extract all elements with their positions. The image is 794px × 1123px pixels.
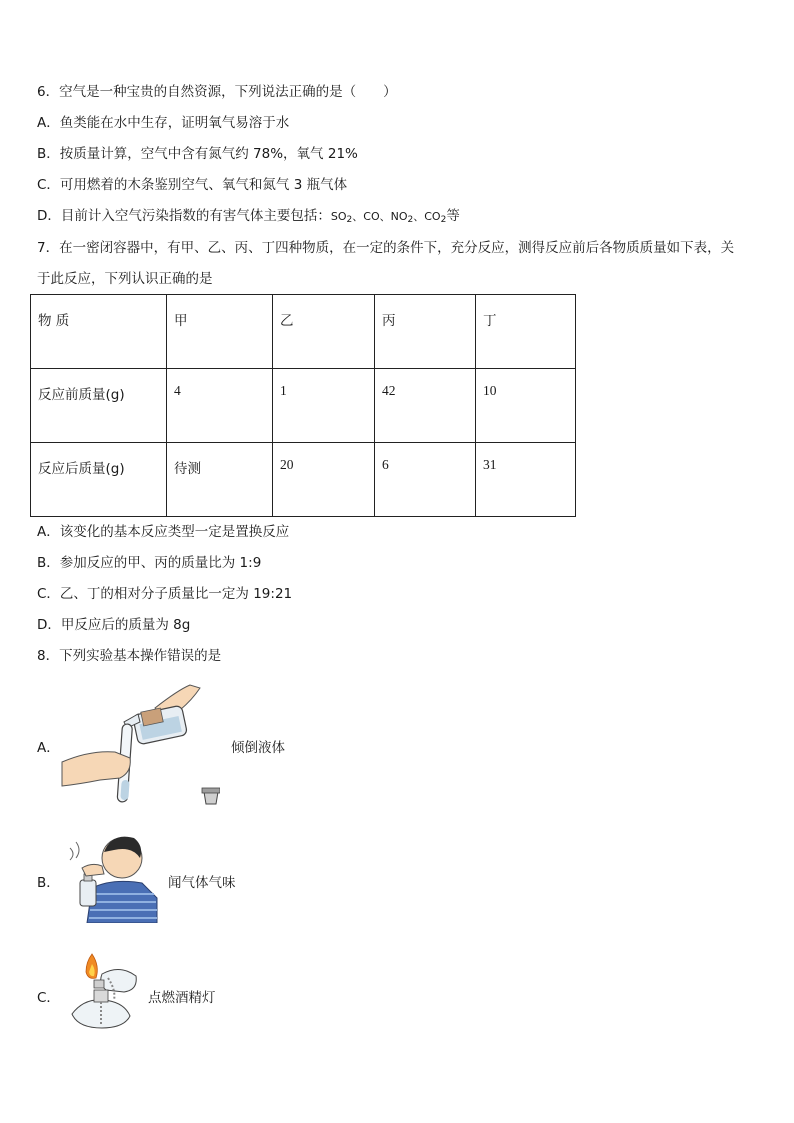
q6-option-b: B．按质量计算，空气中含有氮气约 78%，氧气 21% — [37, 146, 358, 162]
q6-sub-1: 2 — [346, 215, 353, 225]
mass-table — [30, 294, 576, 517]
q6-option-a: A．鱼类能在水中生存，证明氧气易溶于水 — [37, 115, 290, 131]
q8-option-c-caption: 点燃酒精灯 — [148, 990, 216, 1006]
q8-option-b-caption: 闻气体气味 — [168, 875, 236, 891]
q6-formula-co: 、CO — [413, 210, 441, 223]
q7-stem-line1: 7．在一密闭容器中，有甲、乙、丙、丁四种物质，在一定的条件下，充分反应，测得反应前后各物质质量如下表，关 — [37, 240, 735, 256]
q8-option-c-label: C． — [37, 990, 60, 1006]
smelling-gas-illustration — [62, 828, 162, 923]
q7-option-c: C．乙、丁的相对分子质量比一定为 19:21 — [37, 586, 293, 602]
table-cell: 1 — [273, 369, 375, 443]
table-header-cell: 丁 — [476, 295, 576, 369]
table-header-row — [31, 295, 576, 369]
q6-formula-end: 等 — [446, 208, 460, 224]
table-cell: 20 — [273, 443, 375, 517]
q7-option-a: A．该变化的基本反应类型一定是置换反应 — [37, 524, 290, 540]
q8-option-a-label: A． — [37, 740, 60, 756]
q7-option-b: B．参加反应的甲、丙的质量比为 1:9 — [37, 555, 262, 571]
table-cell: 4 — [167, 369, 273, 443]
table-cell: 反应后质量(g) — [31, 443, 167, 517]
q6-formula-co-no: 、CO、NO — [352, 210, 408, 223]
table-cell: 反应前质量(g) — [31, 369, 167, 443]
table-cell: 31 — [476, 443, 576, 517]
pouring-liquid-illustration — [60, 680, 220, 810]
table-row — [31, 443, 576, 517]
q6-formula-so: SO — [330, 210, 347, 223]
table-row — [31, 369, 576, 443]
q8-option-b-label: B． — [37, 875, 60, 891]
table-cell: 42 — [375, 369, 476, 443]
table-cell: 10 — [476, 369, 576, 443]
table-header-cell: 乙 — [273, 295, 375, 369]
q8-option-a-caption: 倾倒液体 — [231, 740, 285, 756]
table-cell: 6 — [375, 443, 476, 517]
q6-option-d-prefix: D．目前计入空气污染指数的有害气体主要包括： — [37, 208, 331, 224]
q6-option-c: C．可用燃着的木条鉴别空气、氧气和氮气 3 瓶气体 — [37, 177, 348, 193]
table-header-cell: 丙 — [375, 295, 476, 369]
table-header-cell: 甲 — [167, 295, 273, 369]
q7-stem-line2: 于此反应，下列认识正确的是 — [37, 271, 213, 287]
q8-stem: 8．下列实验基本操作错误的是 — [37, 648, 222, 664]
alcohol-lamp-illustration — [64, 950, 144, 1032]
q6-option-d — [37, 207, 460, 229]
q6-stem: 6．空气是一种宝贵的自然资源，下列说法正确的是（ ） — [37, 84, 397, 100]
q7-option-d: D．甲反应后的质量为 8g — [37, 617, 191, 633]
table-cell: 待测 — [167, 443, 273, 517]
table-header-cell: 物 质 — [31, 295, 167, 369]
q6-sub-3: 2 — [440, 215, 447, 225]
q6-sub-2: 2 — [407, 215, 414, 225]
